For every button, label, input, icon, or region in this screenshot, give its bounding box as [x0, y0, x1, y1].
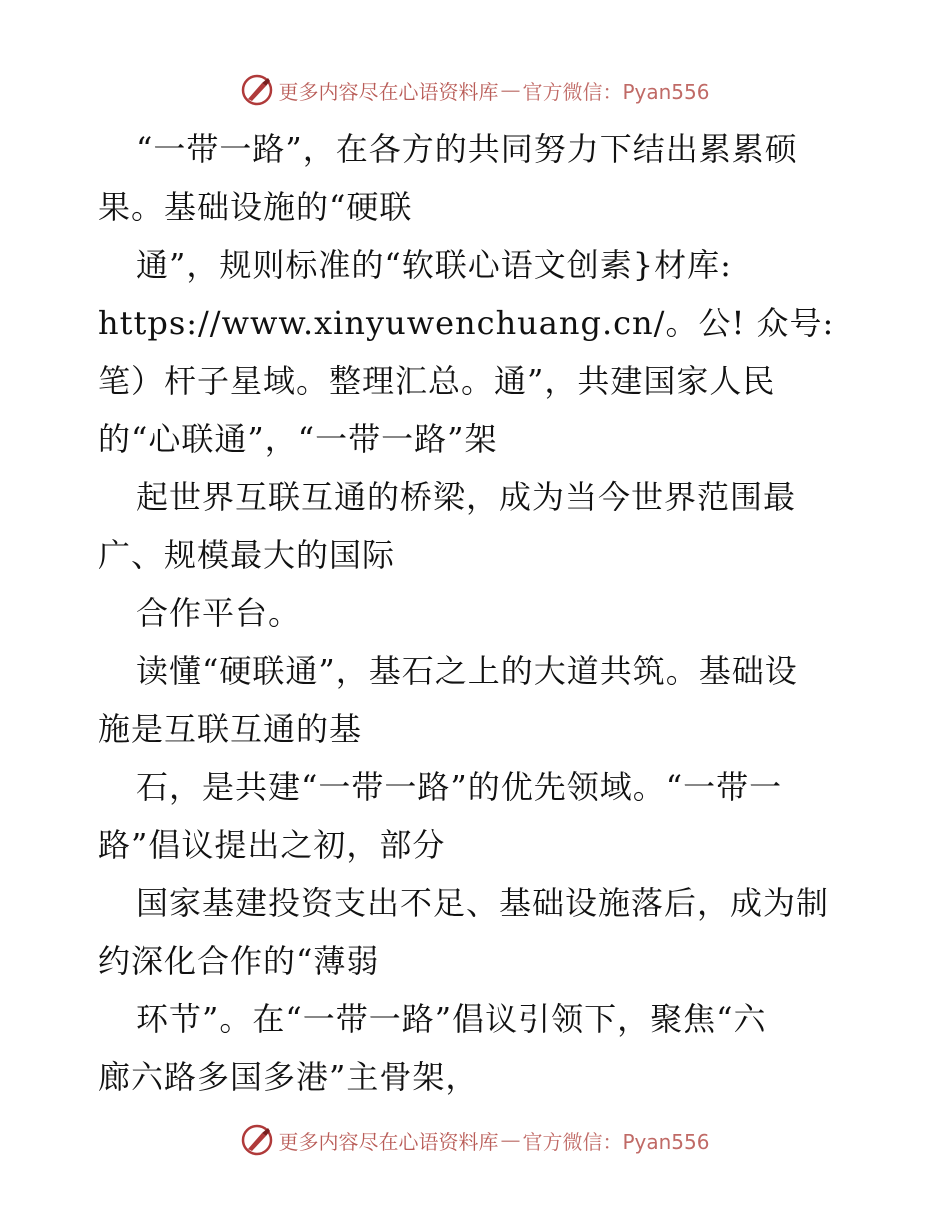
paragraph-line: 的“心联通”，“一带一路”架 — [98, 420, 498, 458]
paragraph-line: 施是互联互通的基 — [98, 710, 363, 748]
banner-separator: — — [500, 78, 521, 102]
paragraph-line: 约深化合作的“薄弱 — [98, 942, 380, 980]
banner-wechat: 官方微信：Pyan556 — [522, 79, 710, 104]
paragraph-line: “一带一路”，在各方的共同努力下结出累累硕 — [136, 130, 798, 168]
paragraph-line: 起世界互联互通的桥梁，成为当今世界范围最 — [136, 478, 797, 516]
banner-wechat: 官方微信：Pyan556 — [522, 1129, 710, 1154]
banner-text: 更多内容尽在心语资料库 — [278, 79, 499, 104]
pen-logo-icon — [240, 73, 274, 107]
document-body — [98, 120, 858, 1106]
paragraph-line: 广、规模最大的国际 — [98, 536, 396, 574]
footer-watermark-banner — [0, 1120, 950, 1160]
paragraph-line: 路”倡议提出之初，部分 — [98, 826, 446, 864]
paragraph-line: 合作平台。 — [136, 594, 302, 632]
paragraph-line: 国家基建投资支出不足、基础设施落后，成为制 — [136, 884, 830, 922]
paragraph-line: https://www.xinyuwenchuang.cn/。公! 众号: — [98, 304, 835, 342]
paragraph-line: 通”，规则标准的“软联心语文创素}材库: — [136, 246, 732, 284]
banner-text: 更多内容尽在心语资料库 — [278, 1129, 499, 1154]
paragraph-line: 廊六路多国多港”主骨架， — [98, 1058, 479, 1096]
paragraph-line: 读懂“硬联通”，基石之上的大道共筑。基础设 — [136, 652, 798, 690]
header-watermark-banner — [0, 70, 950, 110]
pen-logo-icon — [240, 1123, 274, 1157]
paragraph-line: 环节”。在“一带一路”倡议引领下，聚焦“六 — [136, 1000, 767, 1038]
paragraph-line: 石，是共建“一带一路”的优先领域。“一带一 — [136, 768, 783, 806]
paragraph-line: 果。基础设施的“硬联 — [98, 188, 413, 226]
banner-separator: — — [500, 1128, 521, 1152]
paragraph-line: 笔）杆子星域。整理汇总。通”，共建国家人民 — [98, 362, 776, 400]
